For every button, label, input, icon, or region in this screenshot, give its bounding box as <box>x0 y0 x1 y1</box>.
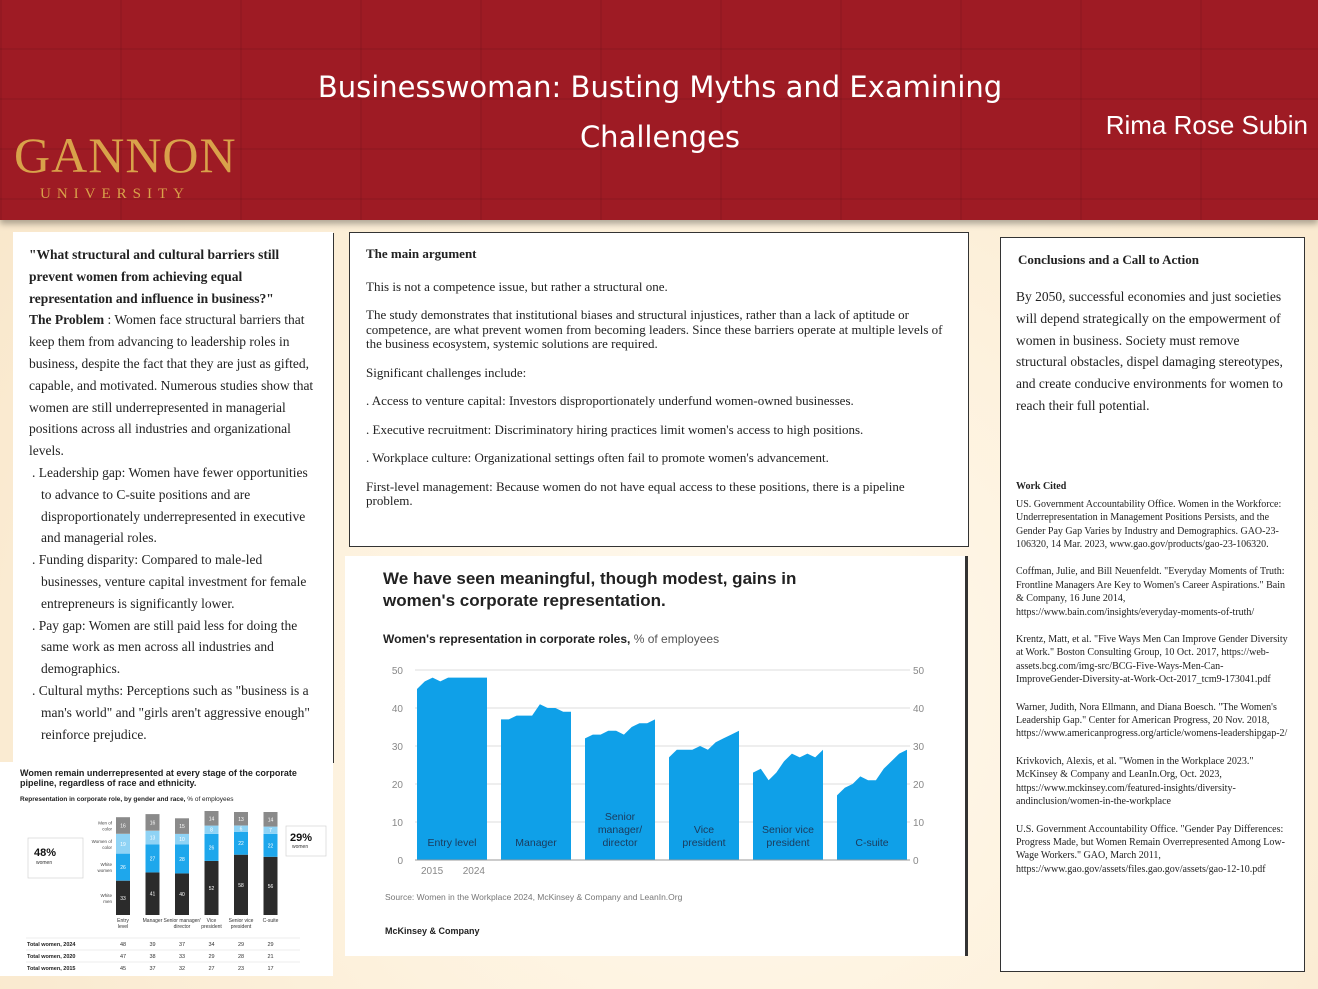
category-label: president <box>682 837 726 849</box>
problem-label: The Problem <box>29 312 105 328</box>
category-label: president <box>201 924 222 930</box>
table-row-label: Total women, 2015 <box>27 966 76 972</box>
argument-panel <box>349 232 969 547</box>
series-label: color <box>102 826 112 832</box>
pipeline-stacked-chart <box>0 762 333 976</box>
table-cell: 29 <box>208 954 215 960</box>
conclusion-text: By 2050, successful economies and just societies will depend strategically on the empowerment of women in business. Society must remove structural obstacles, dispel damaging stereotypes, and create conducive environments for women to reach their full potential. <box>1016 289 1283 413</box>
series-label: color <box>102 844 112 850</box>
table-cell: 29 <box>237 942 245 948</box>
challenge-executive-recruitment: . Executive recruitment: Discriminatory hiring practices limit women's access to high positions. <box>366 421 864 437</box>
bar-value-label: 13 <box>238 816 244 823</box>
y-tick-label-left: 30 <box>391 742 403 753</box>
bar-value-label: 10 <box>179 837 185 844</box>
problem-text: : Women face structural barriers that keep them from advancing to leadership roles in business, despite the fact that they are just as gifted, capable, and motivated. Numerous studies show that women are still underrepresented in managerial positions across all industries and organizational levels. <box>29 312 314 459</box>
bar-value-label: 16 <box>120 823 126 830</box>
representation-area-chart <box>345 556 968 956</box>
right-callout-label: women <box>292 844 309 850</box>
y-tick-label-right: 20 <box>913 780 925 791</box>
category-label: Entry <box>117 918 129 924</box>
bar-value-label: 13 <box>149 835 156 842</box>
chart2-subtitle: Women's representation in corporate roles, % of employees <box>383 632 720 646</box>
table-cell: 47 <box>119 954 127 960</box>
table-row-label: Total women, 2024 <box>27 942 76 948</box>
right-callout-value: 29% <box>290 832 313 844</box>
category-label: Senior manager/ <box>163 918 201 924</box>
series-label: Women of <box>91 838 112 844</box>
left-callout-label: women <box>36 860 53 866</box>
bar-value-label: 19 <box>120 841 126 848</box>
x-tick-label: 2015 <box>421 866 444 877</box>
table-cell: 38 <box>149 954 156 960</box>
category-label: Vice <box>206 918 217 924</box>
gannon-logo: GANNON <box>14 127 237 183</box>
y-tick-label-left: 0 <box>397 856 403 867</box>
chart2-brand: McKinsey & Company <box>385 926 480 936</box>
bar-value-label: 26 <box>208 845 215 852</box>
category-label: director <box>173 924 191 930</box>
citation: U.S. Government Accountability Office. "Gender Pay Differences: Progress Made, but Women Remain Overrepresented Among Low-Wage Workers." GAO, March 2011, https://www.gao.gov/assets/files.gao.gov/assets/gao-12-10.pdf <box>1016 823 1285 875</box>
citation: Krentz, Matt, et al. "Five Ways Men Can Improve Gender Diversity at Work." Boston Consulting Group, 10 Oct. 2017, https://web-assets.bcg.com/img-src/BCG-Five-Ways-Men-Can-ImproveGender-Diversity-at-Work-Oct-2017_tcm9-173041.pdf <box>1016 634 1288 686</box>
table-cell: 45 <box>119 966 127 972</box>
table-cell: 28 <box>237 954 245 960</box>
category-label: level <box>117 924 129 930</box>
table-cell: 39 <box>149 942 156 948</box>
y-tick-label-left: 20 <box>391 780 403 791</box>
author-name: Rima Rose Subin <box>1105 110 1308 140</box>
table-cell: 21 <box>267 954 274 960</box>
bar-value-label: 56 <box>267 883 274 890</box>
chart2-title: We have seen meaningful, though modest, gains in women's corporate representation. <box>383 569 797 610</box>
challenge-workplace-culture: . Workplace culture: Organizational settings often fail to promote women's advancement. <box>366 450 829 465</box>
research-question: "What structural and cultural barriers still prevent women from achieving equal representation and influence in business?" <box>29 247 280 306</box>
series-label: women <box>97 868 112 874</box>
conclusion-panel <box>1000 237 1305 972</box>
table-row-label: Total women, 2020 <box>27 954 76 960</box>
series-label: White <box>100 892 112 898</box>
y-tick-label-left: 10 <box>391 818 403 829</box>
argument-p2: The study demonstrates that institutional biases and structural injustices, rather than a lack of aptitude or competence, are what prevent women from becoming leaders. Since these barriers operate at multiple levels of the business ecosystem, systemic solutions are required. <box>366 307 943 351</box>
table-cell: 27 <box>208 966 215 972</box>
bar-value-label: 7 <box>269 828 272 835</box>
category-label: president <box>766 837 810 849</box>
chart1-title: Women remain underrepresented at every stage of the corporate pipeline, regardless of race and ethnicity. <box>20 768 297 788</box>
category-label: Vice <box>693 824 715 836</box>
y-tick-label-right: 10 <box>913 818 925 829</box>
y-tick-label-left: 40 <box>391 704 403 715</box>
category-label: Senior vice <box>228 918 254 924</box>
table-cell: 34 <box>208 942 215 948</box>
x-tick-label: 2024 <box>462 866 485 877</box>
chart1-subtitle: Representation in corporate role, by gender and race, % of employees <box>20 796 234 803</box>
citation: Krivkovich, Alexis, et al. "Women in the Workplace 2023." McKinsey & Company and LeanIn.Org, Oct. 2023, https://www.mckinsey.com/featured-insights/diversity-andinclusion/women-in-the-workplace <box>1016 755 1254 808</box>
bar-value-label: 22 <box>267 843 274 850</box>
challenge-venture-capital: . Access to venture capital: Investors disproportionately underfund women-owned businesses. <box>366 393 854 408</box>
title-line-1: Businesswoman: Busting Myths and Examining <box>317 70 1003 104</box>
bar-value-label: 14 <box>208 816 215 823</box>
category-label: Manager <box>142 918 163 924</box>
chart2-source: Source: Women in the Workplace 2024, McKinsey & Company and LeanIn.Org <box>385 892 683 902</box>
y-tick-label-right: 50 <box>913 666 925 677</box>
bullet-funding-disparity: . Funding disparity: Compared to male-led businesses, venture capital investment for female entrepreneurs is significantly lower. <box>32 552 307 611</box>
citation: US. Government Accountability Office. Women in the Workforce: Underrepresentation in Management Positions Persists, and the Gender Pay Gap Varies by Industry and Demographics. GAO-23-106320, 14 Mar. 2023, www.gao.gov/products/gao-23-106320. <box>1016 498 1282 550</box>
category-label: Manager <box>515 837 557 849</box>
category-label: Entry level <box>427 837 477 849</box>
citation: Coffman, Julie, and Bill Neuenfeldt. "Everyday Moments of Truth: Frontline Managers Are Key to Women's Career Aspirations." Bain & Company, 16 June 2014, https://www.bain.com/insights/everyday-moments-of-truth/ <box>1016 566 1286 618</box>
conclusion-heading: Conclusions and a Call to Action <box>1018 252 1199 267</box>
bar-value-label: 33 <box>120 895 126 902</box>
argument-p3: Significant challenges include: <box>366 364 527 380</box>
table-cell: 48 <box>119 942 127 948</box>
left-callout-value: 48% <box>34 847 57 859</box>
argument-p1: This is not a competence issue, but rather a structural one. <box>366 278 668 294</box>
category-label: president <box>230 924 252 930</box>
bar-value-label: 41 <box>149 891 156 898</box>
table-cell: 23 <box>237 966 245 972</box>
y-tick-label-left: 50 <box>391 666 403 677</box>
bar-value-label: 40 <box>179 892 185 899</box>
bar-value-label: 6 <box>239 826 243 833</box>
series-label: men <box>103 898 112 904</box>
table-cell: 37 <box>178 942 186 948</box>
problem-paragraph <box>29 309 317 462</box>
category-label: Senior <box>604 811 636 823</box>
bar-value-label: 28 <box>179 856 185 863</box>
table-cell: 17 <box>267 966 274 972</box>
bar-value-label: 26 <box>120 865 126 872</box>
bar-value-label: 8 <box>210 827 213 834</box>
category-label: C-suite <box>855 837 889 849</box>
category-label: Senior vice <box>762 824 814 836</box>
bar-value-label: 16 <box>149 820 156 827</box>
bar-value-label: 52 <box>208 886 215 892</box>
table-cell: 33 <box>178 954 186 960</box>
works-cited-title: Work Cited <box>1016 480 1067 492</box>
title-line-2: Challenges <box>579 120 741 154</box>
table-cell: 37 <box>149 966 156 972</box>
bullet-pay-gap: . Pay gap: Women are still paid less for doing the same work as men across all industries and demographics. <box>32 617 298 677</box>
bar-value-label: 15 <box>179 824 185 831</box>
poster-title <box>300 62 1020 162</box>
bar-value-label: 58 <box>238 882 244 889</box>
problem-panel <box>13 232 333 762</box>
y-tick-label-right: 30 <box>913 742 925 753</box>
category-label: C-suite <box>262 918 279 924</box>
citation: Warner, Judith, Nora Ellmann, and Diana Boesch. "The Women's Leadership Gap." Center for American Progress, 20 Nov. 2018, https://www.americanprogress.org/article/womens-leadershipgap-2/ <box>1016 701 1288 740</box>
argument-heading: The main argument <box>366 246 477 261</box>
chart1-svg <box>0 762 333 976</box>
bar-value-label: 14 <box>267 817 274 824</box>
area-series <box>417 678 487 860</box>
series-label: White <box>100 862 112 868</box>
bullet-leadership-gap: . Leadership gap: Women have fewer opportunities to advance to C-suite positions and are disproportionately underrepresented in executive and managerial roles. <box>32 464 308 546</box>
y-tick-label-right: 0 <box>913 856 919 867</box>
table-cell: 32 <box>178 966 186 972</box>
category-label: director <box>602 837 638 849</box>
gannon-logo-subtitle: UNIVERSITY <box>40 186 190 202</box>
series-label: Men of <box>98 820 112 826</box>
category-label: manager/ <box>597 824 643 836</box>
table-cell: 29 <box>267 942 274 948</box>
y-tick-label-right: 40 <box>913 704 925 715</box>
poster-header <box>0 0 1318 220</box>
argument-p4: First-level management: Because women do not have equal access to these positions, there is a pipeline problem. <box>366 478 905 508</box>
bullet-cultural-myths: . Cultural myths: Perceptions such as "business is a man's world" and "girls aren't aggressive enough" reinforce prejudice. <box>32 682 310 742</box>
bar-value-label: 22 <box>238 841 244 848</box>
bar-value-label: 27 <box>149 856 156 863</box>
